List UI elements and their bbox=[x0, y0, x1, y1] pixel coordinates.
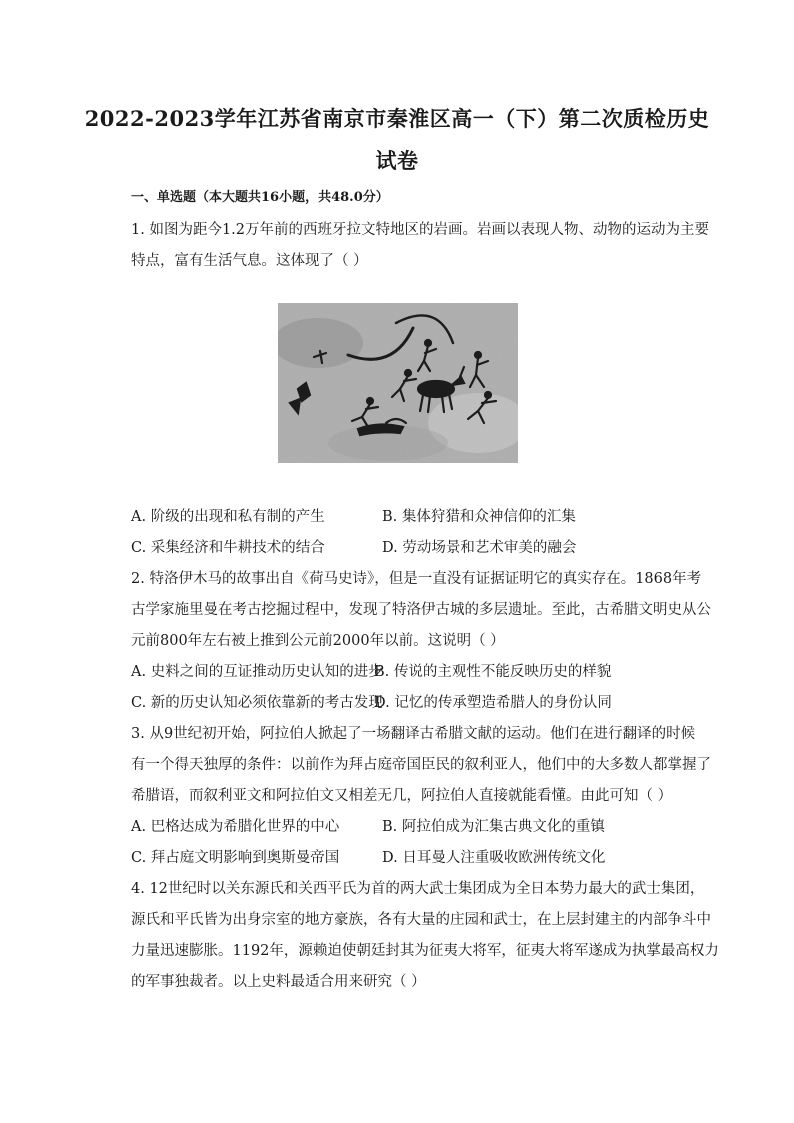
q1-option-a: A. 阶级的出现和私有制的产生 bbox=[131, 509, 325, 525]
document-title-line-2: 试卷 bbox=[375, 148, 419, 173]
question-3-stem-line-3: 希腊语，而叙利亚文和阿拉伯文又相差无几，阿拉伯人直接就能看懂。由此可知（ ） bbox=[131, 788, 673, 804]
q3-option-d: D. 日耳曼人注重吸收欧洲传统文化 bbox=[382, 850, 606, 866]
question-1-stem-line-1: 1. 如图为距今1.2万年前的西班牙拉文特地区的岩画。岩画以表现人物、动物的运动为主要 bbox=[131, 222, 709, 238]
question-4-stem-line-4: 的军事独裁者。以上史料最适合用来研究（ ） bbox=[131, 974, 426, 990]
question-2-stem-line-1: 2. 特洛伊木马的故事出自《荷马史诗》，但是一直没有证据证明它的真实存在。1868年考 bbox=[131, 571, 702, 587]
q2-option-d: D. 记忆的传承塑造希腊人的身份认同 bbox=[374, 695, 612, 711]
question-2-stem-line-3: 元前800年左右被上推到公元前2000年以前。这说明（ ） bbox=[131, 633, 505, 649]
question-4-stem-line-3: 力量迅速膨胀。1192年，源赖迫使朝廷封其为征夷大将军，征夷大将军遂成为执掌最高权力 bbox=[131, 943, 719, 959]
question-2-stem-line-2: 古学家施里曼在考古挖掘过程中，发现了特洛伊古城的多层遗址。至此，古希腊文明史从公 bbox=[131, 602, 711, 618]
q1-option-b: B. 集体狩猎和众神信仰的汇集 bbox=[382, 509, 576, 525]
question-4-stem-line-2: 源氏和平氏皆为出身宗室的地方豪族，各有大量的庄园和武士，在上层封建主的内部争斗中 bbox=[131, 912, 711, 928]
q3-option-b: B. 阿拉伯成为汇集古典文化的重镇 bbox=[382, 819, 605, 835]
q3-option-c: C. 拜占庭文明影响到奥斯曼帝国 bbox=[131, 850, 340, 866]
section-heading: 一、单选题（本大题共16小题，共48.0分） bbox=[131, 190, 389, 205]
q1-option-d: D. 劳动场景和艺术审美的融会 bbox=[382, 540, 577, 556]
document-title-line-1: 2022-2023学年江苏省南京市秦淮区高一（下）第二次质检历史 bbox=[84, 106, 710, 131]
q2-option-a: A. 史料之间的互证推动历史认知的进步 bbox=[131, 664, 383, 680]
q3-option-a: A. 巴格达成为希腊化世界的中心 bbox=[131, 819, 340, 835]
rock-painting-image bbox=[278, 303, 518, 463]
question-4-stem-line-1: 4. 12世纪时以关东源氏和关西平氏为首的两大武士集团成为全日本势力最大的武士集团， bbox=[131, 881, 705, 897]
q1-option-c: C. 采集经济和牛耕技术的结合 bbox=[131, 540, 325, 556]
question-1-stem-line-2: 特点，富有生活气息。这体现了（ ） bbox=[131, 253, 368, 269]
q2-option-b: B. 传说的主观性不能反映历史的样貌 bbox=[374, 664, 612, 680]
q2-option-c: C. 新的历史认知必须依靠新的考古发现 bbox=[131, 695, 383, 711]
question-3-stem-line-1: 3. 从9世纪初开始，阿拉伯人掀起了一场翻译古希腊文献的运动。他们在进行翻译的时候 bbox=[131, 726, 696, 742]
question-3-stem-line-2: 有一个得天独厚的条件：以前作为拜占庭帝国臣民的叙利亚人，他们中的大多数人都掌握了 bbox=[131, 757, 711, 773]
